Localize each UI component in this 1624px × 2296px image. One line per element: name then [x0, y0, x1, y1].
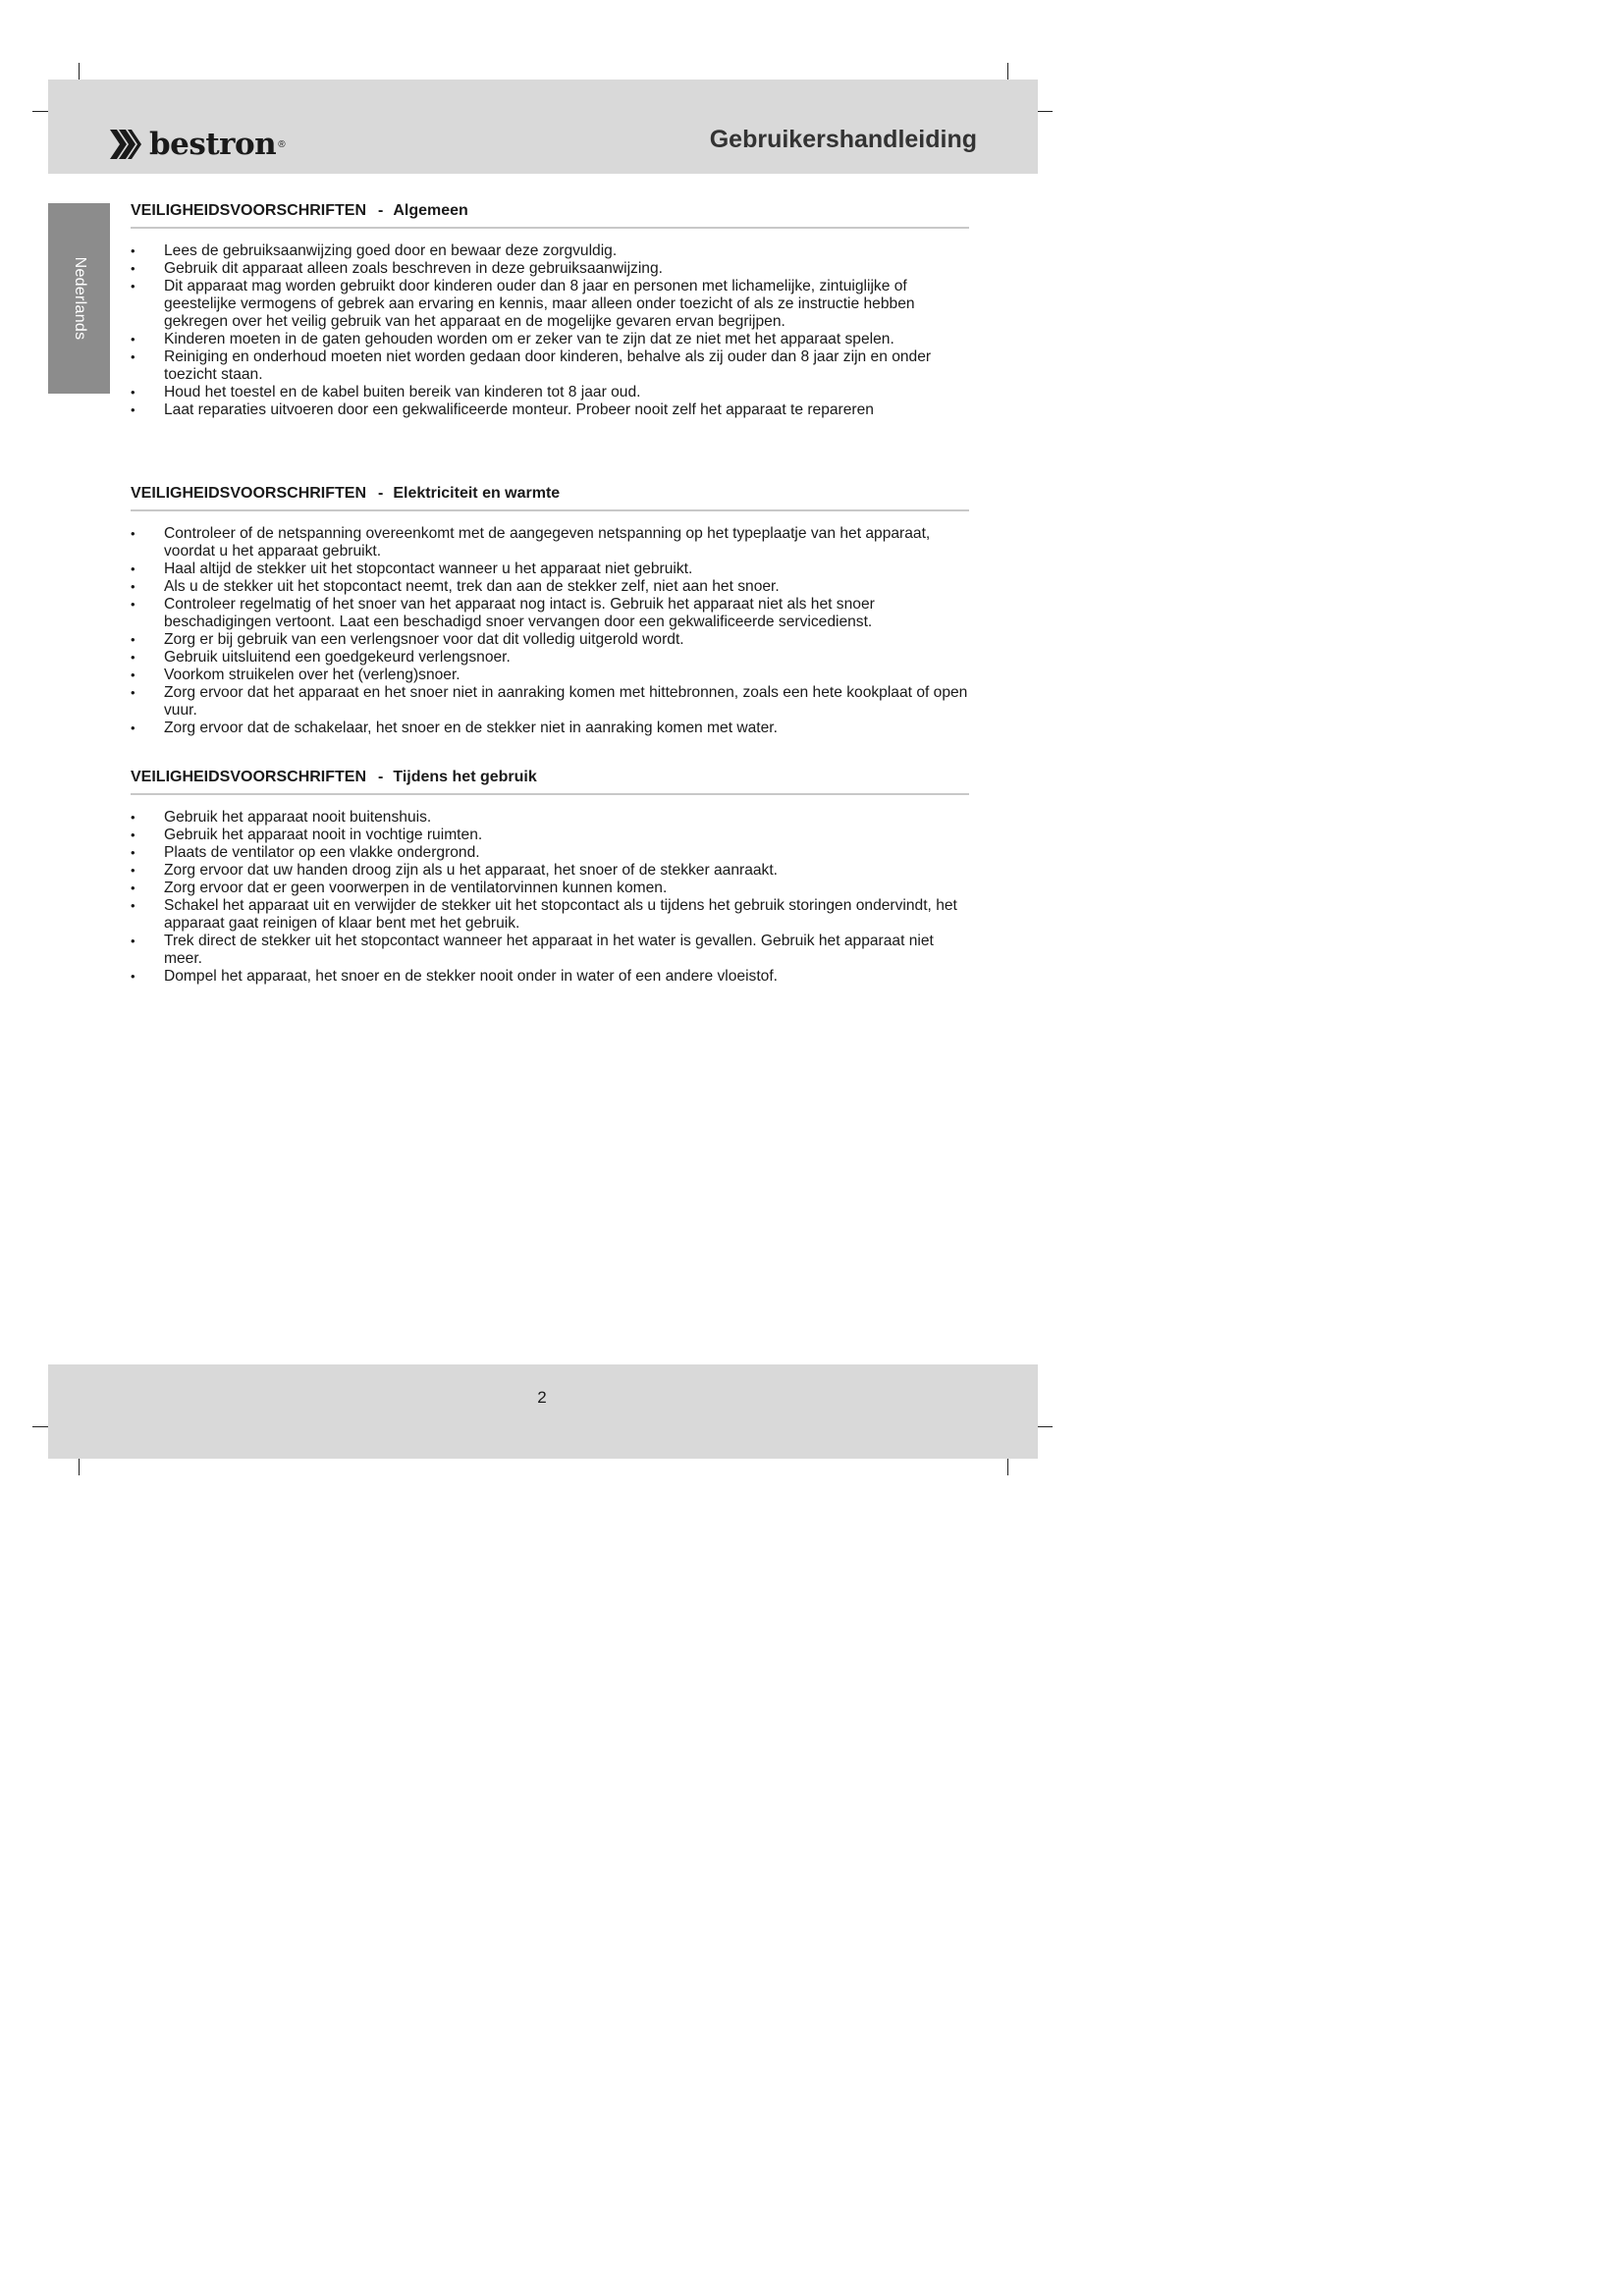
section-heading-title: VEILIGHEIDSVOORSCHRIFTEN	[131, 485, 367, 502]
list-item: • Dit apparaat mag worden gebruikt door kinderen ouder dan 8 jaar en personen met lichamelijke, zintuiglijke of geestelijke vermogens of gebrek aan ervaring en kennis, maar alleen onder toezicht of als ze instructie hebben gekregen over het veilig gebruik van het apparaat en de mogelijke gevaren ervan begrijpen.	[131, 278, 969, 331]
logo-chevrons-icon	[110, 130, 143, 159]
bullet-list	[131, 525, 969, 737]
list-item: • Gebruik dit apparaat alleen zoals beschreven in deze gebruiksaanwijzing.	[131, 260, 969, 278]
list-item: • Zorg ervoor dat er geen voorwerpen in de ventilatorvinnen kunnen komen.	[131, 880, 969, 897]
list-item: • Gebruik uitsluitend een goedgekeurd verlengsnoer.	[131, 649, 969, 667]
section-heading	[131, 769, 969, 795]
language-tab	[48, 203, 110, 394]
language-tab-label: Nederlands	[71, 256, 88, 341]
section-heading-separator: -	[378, 769, 384, 785]
section-heading	[131, 485, 969, 511]
list-item: • Controleer regelmatig of het snoer van het apparaat nog intact is. Gebruik het apparaat niet als het snoer beschadigingen vertoont. Laat een beschadigd snoer vervangen door een gekwalificeerde servicedienst.	[131, 596, 969, 631]
document-title: Gebruikershandleiding	[709, 126, 977, 153]
section-heading-subtitle: Elektriciteit en warmte	[393, 485, 561, 502]
page-number: 2	[537, 1388, 547, 1407]
list-item: • Voorkom struikelen over het (verleng)snoer.	[131, 667, 969, 684]
footer-band	[48, 1364, 1038, 1459]
list-item: • Dompel het apparaat, het snoer en de stekker nooit onder in water of een andere vloeistof.	[131, 968, 969, 986]
list-item: • Zorg ervoor dat uw handen droog zijn als u het apparaat, het snoer of de stekker aanraakt.	[131, 862, 969, 880]
bullet-list	[131, 242, 969, 419]
section-elektriciteit	[131, 485, 969, 737]
list-item: • Haal altijd de stekker uit het stopcontact wanneer u het apparaat niet gebruikt.	[131, 561, 969, 578]
section-heading-separator: -	[378, 485, 384, 502]
list-item: • Kinderen moeten in de gaten gehouden worden om er zeker van te zijn dat ze niet met het apparaat spelen.	[131, 331, 969, 348]
section-heading-subtitle: Tijdens het gebruik	[393, 769, 537, 785]
bullet-list	[131, 809, 969, 986]
list-item: • Lees de gebruiksaanwijzing goed door en bewaar deze zorgvuldig.	[131, 242, 969, 260]
registered-mark: ®	[278, 138, 286, 150]
section-gebruik	[131, 769, 969, 986]
section-heading-subtitle: Algemeen	[393, 202, 468, 219]
brand-wordmark: bestron	[149, 127, 277, 162]
section-heading-title: VEILIGHEIDSVOORSCHRIFTEN	[131, 769, 367, 785]
list-item: • Plaats de ventilator op een vlakke ondergrond.	[131, 844, 969, 862]
list-item: • Trek direct de stekker uit het stopcontact wanneer het apparaat in het water is gevallen. Gebruik het apparaat niet meer.	[131, 933, 969, 968]
list-item: • Gebruik het apparaat nooit in vochtige ruimten.	[131, 827, 969, 844]
section-algemeen	[131, 202, 969, 419]
list-item: • Zorg er bij gebruik van een verlengsnoer voor dat dit volledig uitgerold wordt.	[131, 631, 969, 649]
brand-logo	[110, 121, 286, 168]
list-item: • Reiniging en onderhoud moeten niet worden gedaan door kinderen, behalve als zij ouder dan 8 jaar zijn en onder toezicht staan.	[131, 348, 969, 384]
section-heading-title: VEILIGHEIDSVOORSCHRIFTEN	[131, 202, 367, 219]
list-item: • Als u de stekker uit het stopcontact neemt, trek dan aan de stekker zelf, niet aan het snoer.	[131, 578, 969, 596]
list-item: • Laat reparaties uitvoeren door een gekwalificeerde monteur. Probeer nooit zelf het apparaat te repareren	[131, 401, 969, 419]
section-heading	[131, 202, 969, 229]
list-item: • Gebruik het apparaat nooit buitenshuis.	[131, 809, 969, 827]
list-item: • Zorg ervoor dat de schakelaar, het snoer en de stekker niet in aanraking komen met water.	[131, 720, 969, 737]
section-heading-separator: -	[378, 202, 384, 219]
list-item: • Controleer of de netspanning overeenkomt met de aangegeven netspanning op het typeplaatje van het apparaat, voordat u het apparaat gebruikt.	[131, 525, 969, 561]
list-item: • Houd het toestel en de kabel buiten bereik van kinderen tot 8 jaar oud.	[131, 384, 969, 401]
list-item: • Zorg ervoor dat het apparaat en het snoer niet in aanraking komen met hittebronnen, zoals een hete kookplaat of open vuur.	[131, 684, 969, 720]
list-item: • Schakel het apparaat uit en verwijder de stekker uit het stopcontact als u tijdens het gebruik storingen ondervindt, het apparaat gaat reinigen of klaar bent met het gebruik.	[131, 897, 969, 933]
